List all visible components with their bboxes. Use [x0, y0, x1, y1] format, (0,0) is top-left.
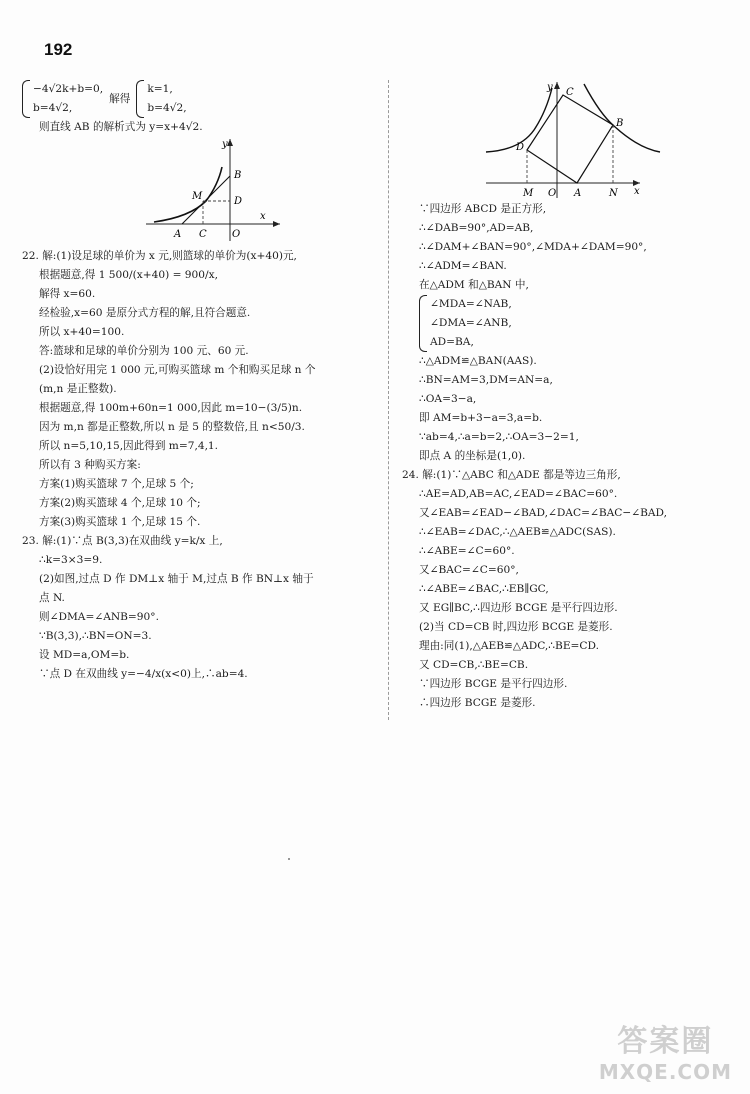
- q24-line: ∴∠EAB=∠DAC,∴△AEB≌△ADC(SAS).: [419, 526, 616, 538]
- q23-cont-line: ∴∠DAB=90°,AD=AB,: [419, 222, 534, 234]
- equation-systems: [22, 80, 382, 118]
- label-y: y: [547, 82, 553, 93]
- q23-cont-line: 在△ADM 和△BAN 中,: [419, 279, 529, 291]
- q22-line: 所以 x+40=100.: [39, 326, 125, 338]
- q22-line: 所以有 3 种购买方案:: [39, 459, 141, 471]
- label-b: B: [616, 118, 624, 129]
- solve-word: 解得: [109, 92, 131, 105]
- q23-cont-line: ∴∠ADM=∠BAN.: [419, 260, 507, 272]
- q24-line: ∴∠ABE=∠BAC,∴EB∥GC,: [419, 583, 549, 595]
- brace-symbol: [136, 80, 144, 118]
- system-1-eq1: −4√2k+b=0,: [33, 83, 104, 95]
- q24-line: (2)当 CD=CB 时,四边形 BCGE 是菱形.: [419, 621, 613, 633]
- q24-line: 又 CD=CB,∴BE=CB.: [419, 659, 529, 671]
- condition-line: AD=BA,: [430, 336, 474, 348]
- q22-line: 22. 解:(1)设足球的单价为 x 元,则篮球的单价为(x+40)元,: [22, 250, 297, 262]
- q24-line: 又 EG∥BC,∴四边形 BCGE 是平行四边形.: [419, 602, 618, 614]
- q22-line: 答:篮球和足球的单价分别为 100 元、60 元.: [39, 345, 249, 357]
- label-m: M: [523, 188, 534, 199]
- q22-line: 根据题意,得 1 500/(x+40) = 900/x,: [39, 269, 218, 281]
- q22-line: 方案(2)购买篮球 4 个,足球 10 个;: [39, 497, 201, 509]
- q24-line: 又∠BAC=∠C=60°,: [419, 564, 519, 576]
- question-24: [402, 466, 722, 713]
- q22-line: 方案(3)购买篮球 1 个,足球 15 个.: [39, 516, 201, 528]
- watermark-logo: [599, 1016, 732, 1084]
- q24-line: 理由:同(1),△AEB≌△ADC,∴BE=CD.: [419, 640, 600, 652]
- q23-line: 则∠DMA=∠ANB=90°.: [39, 611, 159, 623]
- label-c: C: [199, 229, 207, 240]
- system-1-eq2: b=4√2,: [33, 102, 73, 114]
- congruence-conditions: [402, 295, 722, 352]
- brace-symbol: [419, 295, 427, 352]
- q23-line: 点 N.: [39, 592, 65, 604]
- label-a: A: [574, 188, 582, 199]
- q24-line: 24. 解:(1)∵△ABC 和△ADE 都是等边三角形,: [402, 469, 621, 481]
- question-22: [22, 247, 382, 532]
- condition-line: ∠DMA=∠ANB,: [430, 317, 512, 329]
- q22-line: (2)设恰好用完 1 000 元,可购买篮球 m 个和购买足球 n 个: [39, 364, 316, 376]
- left-column: [22, 80, 382, 684]
- q23-line: (2)如图,过点 D 作 DM⊥x 轴于 M,过点 B 作 BN⊥x 轴于: [39, 573, 314, 585]
- q22-line: 根据题意,得 100m+60n=1 000,因此 m=10−(3/5)n.: [39, 402, 303, 414]
- watermark-bottom: MXQE.COM: [598, 1060, 732, 1084]
- page-number: 192: [44, 40, 73, 59]
- q24-line: 又∠EAB=∠EAD−∠BAD,∠DAC=∠BAC−∠BAD,: [419, 507, 668, 519]
- system-2-eq2: b=4√2,: [147, 102, 187, 114]
- q22-line: 因为 m,n 都是正整数,所以 n 是 5 的整数倍,且 n<50/3.: [39, 421, 305, 433]
- label-m: M: [192, 191, 203, 202]
- question-23: [22, 532, 382, 684]
- right-column: [402, 80, 722, 713]
- line-ab-expression: 则直线 AB 的解析式为 y=x+4√2.: [39, 121, 203, 133]
- q22-line: 经检验,x=60 是原分式方程的解,且符合题意.: [39, 307, 251, 319]
- q23-cont-line: ∴BN=AM=3,DM=AN=a,: [419, 374, 553, 386]
- q23-line: ∴k=3×3=9.: [39, 554, 103, 566]
- label-o: O: [548, 188, 557, 199]
- brace-symbol: [22, 80, 30, 118]
- label-n: N: [609, 188, 618, 199]
- watermark-top: 答案圈: [617, 1024, 714, 1059]
- q22-line: 方案(1)购买篮球 7 个,足球 5 个;: [39, 478, 194, 490]
- q23-cont-line: 即 AM=b+3−a=3,a=b.: [419, 412, 543, 424]
- condition-line: ∠MDA=∠NAB,: [430, 298, 512, 310]
- stray-dot: [288, 858, 290, 860]
- figure-square-hyperbola: [402, 80, 722, 200]
- q23-line: ∵点 D 在双曲线 y=−4/x(x<0)上,∴ab=4.: [39, 668, 248, 680]
- square-abcd: [527, 95, 613, 183]
- q24-line: ∴∠ABE=∠C=60°.: [419, 545, 515, 557]
- label-x: x: [634, 186, 640, 197]
- q24-line: ∵四边形 BCGE 是平行四边形.: [419, 678, 568, 690]
- q22-line: 所以 n=5,10,15,因此得到 m=7,4,1.: [39, 440, 219, 452]
- q23-line: 23. 解:(1)∵点 B(3,3)在双曲线 y=k/x 上,: [22, 535, 223, 547]
- q23-cont-line: ∴△ADM≌△BAN(AAS).: [419, 355, 537, 367]
- system-2: [136, 80, 186, 118]
- x-arrow-icon: [273, 221, 280, 227]
- label-x: x: [260, 211, 266, 222]
- q22-line: 解得 x=60.: [39, 288, 96, 300]
- y-arrow-icon: [227, 139, 233, 146]
- q24-line: ∴AE=AD,AB=AC,∠EAD=∠BAC=60°.: [419, 488, 618, 500]
- q23-line: ∵B(3,3),∴BN=ON=3.: [39, 630, 152, 642]
- system-2-eq1: k=1,: [147, 83, 173, 95]
- q23-cont-line: ∵ab=4,∴a=b=2,∴OA=3−2=1,: [419, 431, 579, 443]
- q23-cont-line: 即点 A 的坐标是(1,0).: [419, 450, 526, 462]
- y-arrow-icon: [554, 82, 560, 89]
- column-divider: [388, 80, 389, 720]
- q23-cont-line: ∴∠DAM+∠BAN=90°,∠MDA+∠DAM=90°,: [419, 241, 647, 253]
- q23-cont-line: ∵四边形 ABCD 是正方形,: [419, 203, 547, 215]
- q22-line: (m,n 是正整数).: [39, 383, 117, 395]
- label-d: D: [234, 196, 243, 207]
- label-o: O: [232, 229, 241, 240]
- label-b: B: [234, 170, 242, 181]
- q23-continued: [402, 200, 722, 466]
- q23-line: 设 MD=a,OM=b.: [39, 649, 130, 661]
- label-y: y: [222, 139, 228, 150]
- label-d: D: [516, 142, 525, 153]
- label-c: C: [566, 87, 574, 98]
- q23-cont-line: ∴OA=3−a,: [419, 393, 477, 405]
- system-1: [22, 80, 103, 118]
- q24-line: ∴四边形 BCGE 是菱形.: [419, 697, 536, 709]
- figure-curve-tangent: [22, 137, 382, 247]
- line-ab: [182, 176, 230, 224]
- label-a: A: [174, 229, 182, 240]
